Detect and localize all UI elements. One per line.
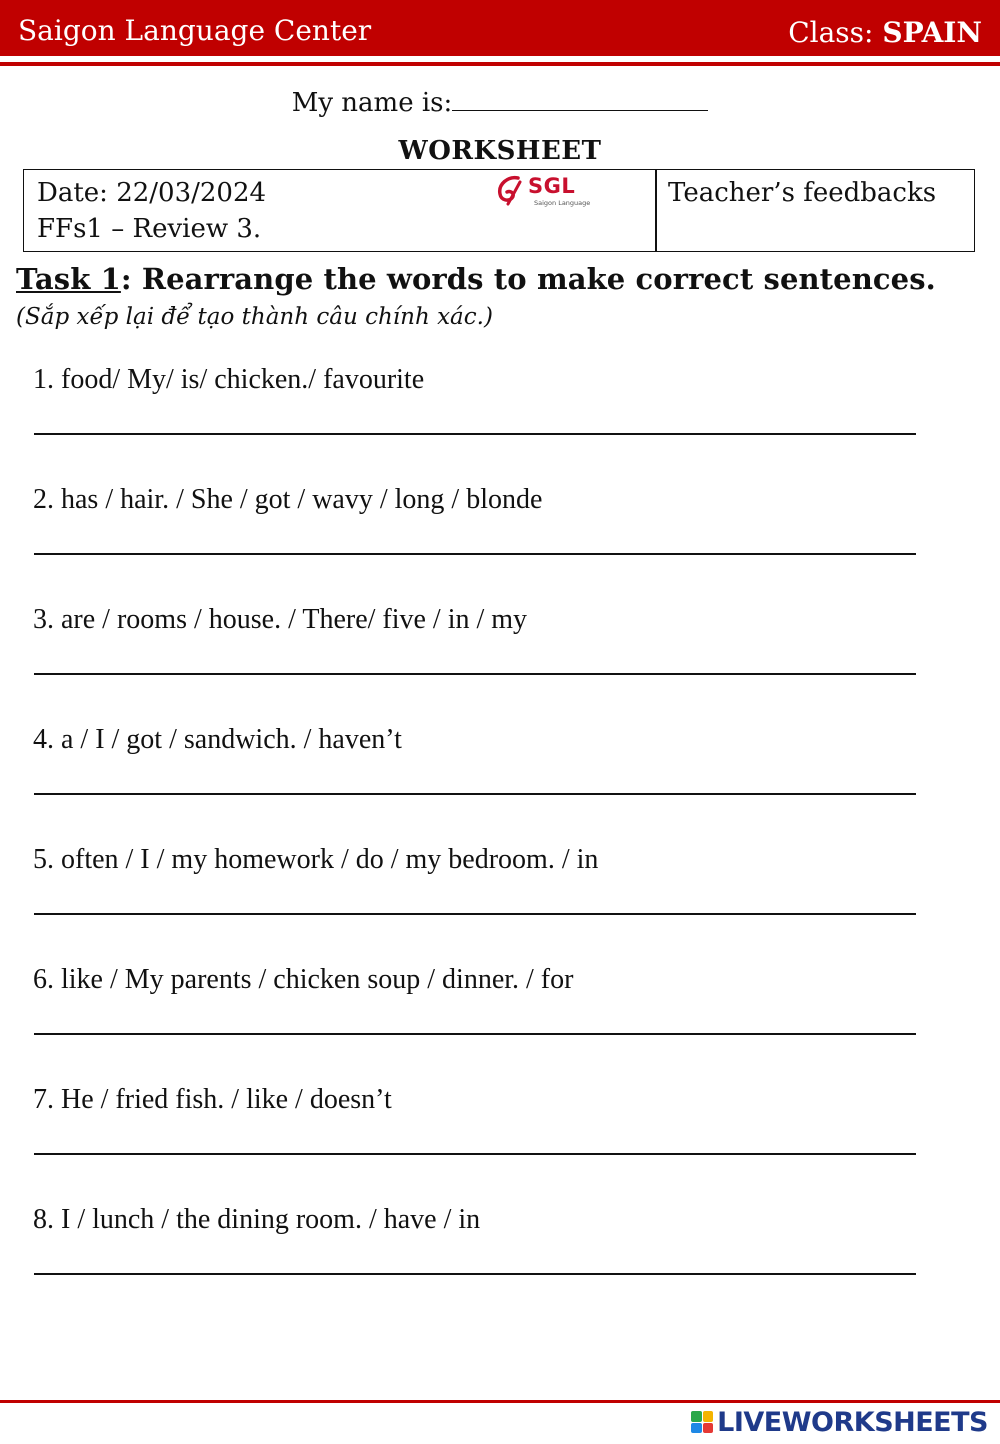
- question-2: 2. has / hair. / She / got / wavy / long / blonde: [33, 484, 543, 515]
- question-6: 6. like / My parents / chicken soup / dinner. / for: [33, 964, 574, 995]
- task-label: Task 1: [16, 262, 121, 296]
- task-subtitle: (Sắp xếp lại để tạo thành câu chính xác.): [16, 304, 493, 330]
- answer-line-1[interactable]: [34, 433, 916, 435]
- date-text: Date: 22/03/2024: [37, 178, 267, 208]
- question-5: 5. often / I / my homework / do / my bedroom. / in: [33, 844, 599, 875]
- task-title: [16, 262, 936, 296]
- liveworksheets-brand: LIVEWORKSHEETS: [717, 1406, 988, 1438]
- header-bar: [0, 0, 1000, 56]
- info-divider: [655, 170, 657, 251]
- class-info: [788, 16, 982, 49]
- answer-line-3[interactable]: [34, 673, 916, 675]
- class-value: SPAIN: [882, 16, 982, 49]
- answer-line-5[interactable]: [34, 913, 916, 915]
- feedback-label: Teacher’s feedbacks: [668, 178, 937, 208]
- answer-line-6[interactable]: [34, 1033, 916, 1035]
- logo-subtext: Saigon Language: [534, 199, 591, 207]
- liveworksheets-logo: [691, 1404, 988, 1440]
- answer-line-4[interactable]: [34, 793, 916, 795]
- question-3: 3. are / rooms / house. / There/ five / in / my: [33, 604, 528, 635]
- question-8: 8. I / lunch / the dining room. / have / in: [33, 1204, 481, 1235]
- footer-rule: [0, 1400, 1000, 1403]
- center-name: Saigon Language Center: [18, 14, 372, 47]
- task-instruction: : Rearrange the words to make correct sentences.: [120, 262, 936, 296]
- worksheet-title: WORKSHEET: [398, 136, 602, 166]
- sgl-logo: [494, 174, 594, 208]
- name-line: [0, 88, 1000, 118]
- logo-text: SGL: [528, 174, 576, 198]
- answer-line-7[interactable]: [34, 1153, 916, 1155]
- header-rule: [0, 62, 1000, 66]
- name-label: My name is:: [291, 88, 453, 118]
- question-1: 1. food/ My/ is/ chicken./ favourite: [33, 364, 425, 395]
- sgl-swirl-icon: [494, 174, 528, 208]
- answer-line-2[interactable]: [34, 553, 916, 555]
- name-blank[interactable]: [452, 88, 708, 111]
- review-code: FFs1 – Review 3.: [37, 214, 262, 244]
- info-box: [23, 169, 975, 252]
- question-4: 4. a / I / got / sandwich. / haven’t: [33, 724, 402, 755]
- question-7: 7. He / fried fish. / like / doesn’t: [33, 1084, 392, 1115]
- liveworksheets-grid-icon: [691, 1411, 713, 1433]
- class-label: Class:: [788, 16, 874, 49]
- answer-line-8[interactable]: [34, 1273, 916, 1275]
